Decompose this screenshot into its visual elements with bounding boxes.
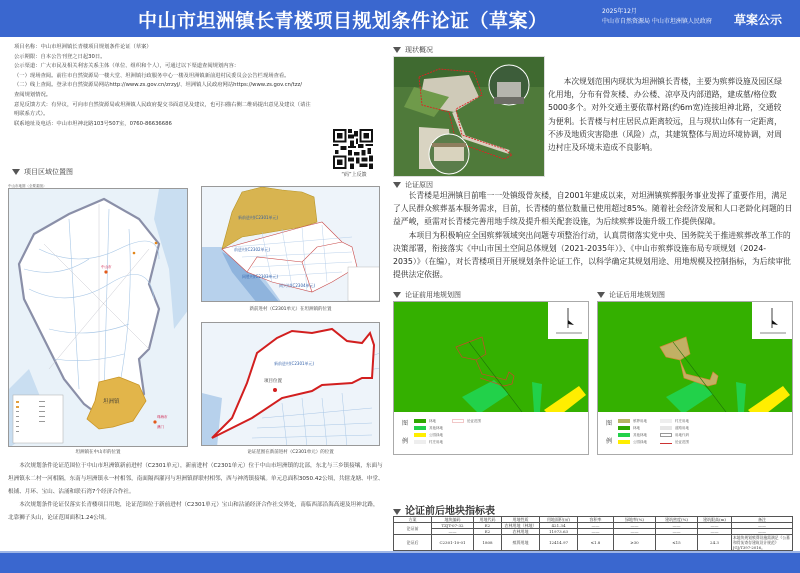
issuers: 中山市自然资源局 中山市坦洲镇人民政府 xyxy=(602,18,712,25)
legend-item: 用地代码 xyxy=(660,433,689,438)
triangle-icon xyxy=(393,292,401,298)
village-map xyxy=(201,322,380,446)
info-line: 意见反馈方式：有异议，可向市自然资源局或坦洲镇人民政府提交书面意见及建议，也可扫描右侧二维码提出意见及建议（请注 xyxy=(14,101,311,108)
legend-item: 殡葬用地 xyxy=(618,419,647,424)
scope-description xyxy=(8,460,384,525)
legend-item: 其他林地 xyxy=(414,426,443,431)
triangle-icon xyxy=(597,292,605,298)
map-label-village-4: 同兴村(C2304单元) xyxy=(279,283,316,288)
legend-item: 论证范围 xyxy=(660,440,689,445)
info-line: 公示渠道：广大市民及相关利害关系主体（单位、组织和个人），可通过以下渠道查阅规划内容： xyxy=(14,63,240,70)
map-label-zhongshan: 中山市 xyxy=(101,265,112,269)
map-label-village-2: 前进村(C2302单元) xyxy=(234,247,271,252)
triangle-icon xyxy=(393,509,401,515)
page-title: 中山市坦洲镇长青楼项目规划条件论证（草案） xyxy=(138,10,548,32)
table-row: —— E2 农林用地 11973.63 —— —— —— —— —— xyxy=(394,529,793,535)
reason-paragraph-1: 长青楼是坦洲镇目前唯一一处镇级骨灰楼，自2001年建成以来，对坦洲镇殡葬服务事业发挥了重要作用，满足了人民群众殡葬基本服务需求，目前，长青楼的墓位数量已使用超过85%。随着社会经济发展和人口老龄化问题的日益严峻，亟需对长青楼完善用地手续及提升相关配套设施，为后续殡葬设施升级工作提供保障。 xyxy=(393,191,793,227)
legend-item: 林地 xyxy=(618,426,640,431)
legend-item: 道路用地 xyxy=(660,426,689,431)
reason-paragraph-2: 本项目为积极响应全国殡葬领域突出问题专项整治行动，认真贯彻落实党中央、国务院关于推进殡葬改革工作的决策部署，衔接落实《中山市国土空间总体规划（2021-2035年）》、《中山市殡葬设施布局专项规划（2024-2035）》（在编），对长青楼项目开展规划条件论证工作，以科学确定其规划用途、用地规模及控制指标，为后续审批提供法定依据。 xyxy=(393,230,791,280)
map-label-village-1: 新前进村(C2301单元) xyxy=(238,215,279,220)
main-map-header: 中山市地图（全要素版） xyxy=(8,184,47,188)
legend-item: 公园绿地 xyxy=(618,440,647,445)
zhongshan-city-map xyxy=(8,188,188,447)
legend-item: 林地 xyxy=(414,419,436,424)
legend-item: 村庄用地 xyxy=(660,419,689,424)
legend-item: 其他林地 xyxy=(618,433,647,438)
triangle-icon xyxy=(12,169,20,175)
north-arrow-icon xyxy=(752,302,792,339)
map-label-macau: 澳门 xyxy=(157,425,164,429)
table-header-row: 方案 地块编码 用地代码 用地性质 用地面积(㎡) 容积率 绿地率(%) 建筑密度(%) 建筑限高(m) 备注 xyxy=(394,517,793,523)
section-title-plan-after: 论证后用地规划图 xyxy=(597,290,665,300)
town-map-caption: 新前进村（C2301单元）在坦洲镇的位置 xyxy=(249,307,332,312)
qr-caption: “码”上反馈 xyxy=(341,172,367,178)
table-row: 论证前 TZJT-07-32 E2 农林用地（林地） 421.34 —— —— —— —— —— xyxy=(394,523,793,529)
site-aerial-photo xyxy=(393,56,545,177)
village-map-caption: 论证范围在新前进村（C2301单元）的位置 xyxy=(247,450,334,455)
triangle-icon xyxy=(393,182,401,188)
plan-before-map xyxy=(393,301,589,455)
plot-index-table xyxy=(393,516,793,551)
section-title-plan-before: 论证前用地规划图 xyxy=(393,290,461,300)
map-label-village: 新前进村(C2301单元) xyxy=(274,361,315,366)
status-description: 本次规划范围内现状为坦洲镇长青楼，主要为殡葬设施及园区绿化用地，分布有骨灰楼、办公楼、凉亭及内部道路，建成墓/格位数5000多个。对外交通主要依靠村路(约6m宽)连接坦神北路，交通较为便利。长青楼与村庄居民点距离较远，且与现状山体有一定距离，不涉及地质灾害隐患（风险）点，其建筑整体与周边环境协调，对周边村庄及环境未造成不良影响。 xyxy=(548,77,782,153)
page-header xyxy=(0,0,800,37)
info-line: 公示期限：自本公告刊登之日起30日。 xyxy=(14,53,106,60)
page-footer xyxy=(0,551,800,573)
project-info xyxy=(14,43,384,129)
main-map-caption: 坦洲镇在中山市的位置 xyxy=(75,450,121,455)
feedback-qr-code[interactable] xyxy=(333,129,373,169)
section-title-status: 现状概况 xyxy=(393,45,433,55)
section-title-table: 论证前后地块指标表 xyxy=(393,502,495,517)
north-arrow-icon xyxy=(548,302,588,339)
info-line: 项目名称：中山市坦洲镇长青楼项目规划条件论证（草案） xyxy=(14,44,152,50)
plan-after-map xyxy=(597,301,793,455)
info-line: 联系地址及电话：中山市坦神北路103号507室，0760-86636686 xyxy=(14,120,172,127)
plan-before-legend: 图 例 林地 其他林地 公园绿地 村庄用地 论证范围 xyxy=(394,412,588,455)
tanzhou-town-map xyxy=(201,186,380,302)
map-label-zhuhai: 珠海市 xyxy=(157,415,168,419)
info-line: 查阅规划情况。 xyxy=(14,91,52,98)
section-title-reason: 论证原因 xyxy=(393,180,433,190)
reason-text xyxy=(393,189,793,281)
scope-paragraph-2: 本次规划条件论证仅落实长青楼项目用地，论证范围位于新前进村（C2301单元）宝山和沾涌经济合作社交界处，南临西部沿海高速及坦神北路，北靠狮子头山，论证范围面积1.24公顷。 xyxy=(8,502,379,521)
map-label-village-3: 同胜村(C2303单元) xyxy=(242,274,279,279)
map-label-project-site: 项目位置 xyxy=(264,379,282,384)
draft-badge: 草案公示 xyxy=(734,13,783,27)
info-line[interactable]: （二）线上查阅。登录市自然资源局网站http://www.zs.gov.cn/zrzyj/、坦洲镇人民政府网站https://www.zs.gov.cn/tzz/ xyxy=(14,82,303,89)
legend-item: 村庄用地 xyxy=(414,440,443,445)
info-line: 明联系方式）。 xyxy=(14,111,49,118)
info-line: （一）现场查阅。前往市自然资源局一楼大堂、坦洲镇行政服务中心一楼及坦洲镇新前进村民委员会公告栏现场查看。 xyxy=(14,72,290,79)
header-meta xyxy=(602,7,712,27)
map-label-tanzhou: 坦洲镇 xyxy=(103,399,120,405)
plan-after-legend: 图 例 殡葬用地 林地 其他林地 公园绿地 村庄用地 道路用地 用地代码 论证范围 xyxy=(598,412,792,455)
triangle-icon xyxy=(393,47,401,53)
section-title-location: 项目区域位置图 xyxy=(12,167,73,177)
legend-item: 公园绿地 xyxy=(414,433,443,438)
scope-paragraph-1: 本次规划条件论证范围位于中山市坦洲镇新前进村（C2301单元），新前进村（C2301单元）位于中山市坦洲镇的北部，东北与三乡镇接壤，东面与坦洲镇永二村一河相隔，东南与坦洲镇永一村相邻，南面隔西灌河与坦洲镇群联村相邻，西与神湾镇接壤。单元总面积3050.42公顷，共辖龙塘、申堂、根铺、月环、宝山、沾涌和联石湾7个经济合作社。 xyxy=(8,463,384,495)
table-row: 论证后 C2301-10-01 1808 殡葬用地 12414.97 ≤1.8 ≥30 ≤15 24.3 本地块规划殡葬设施需满足《公墓和骨灰寄存建筑设计规范》JGJ/T397-2016。 xyxy=(394,535,793,551)
legend-item: 论证范围 xyxy=(452,419,481,424)
publish-date: 2025年12月 xyxy=(602,8,637,15)
